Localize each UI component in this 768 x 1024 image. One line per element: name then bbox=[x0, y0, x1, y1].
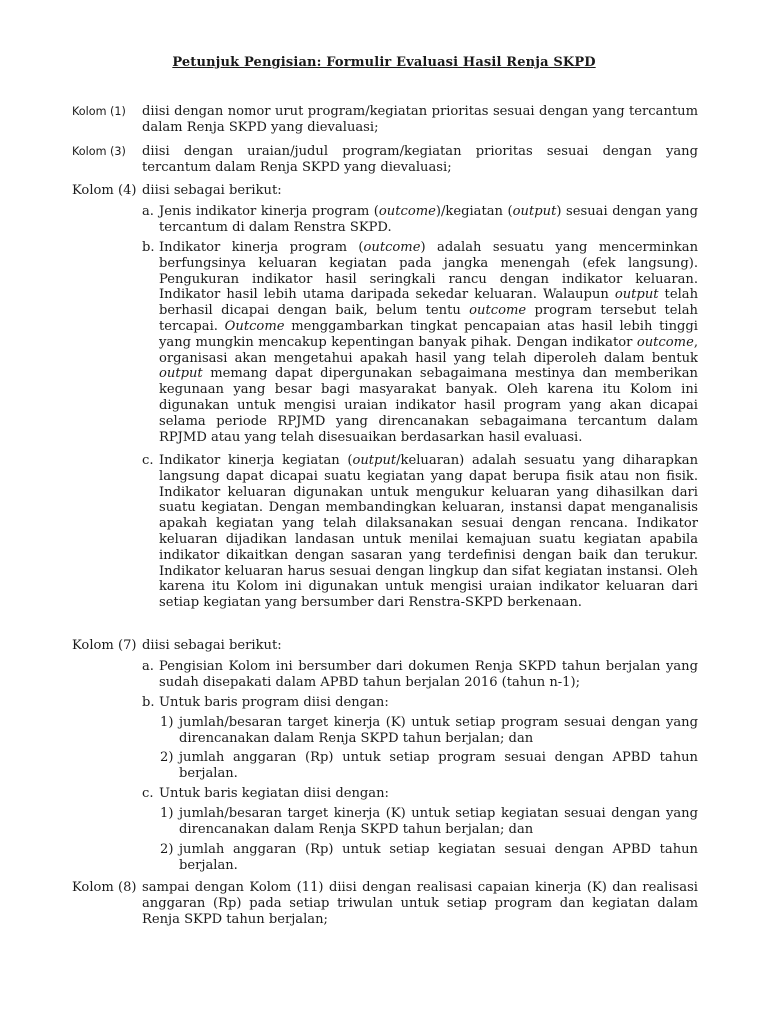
kolom-4-c-text: Indikator kinerja kegiatan (output/keluaran) adalah sesuatu yang diharapkan langsung dapat dicapai suatu kegiatan yang dapat berupa fisik atau non fisik. Indikator keluaran digunakan untuk mengukur keluaran yang dihasilkan dari suatu kegiatan. Dengan membandingkan keluaran, instansi dapat menganalisis apakah kegiatan yang telah dilaksanakan sesuai dengan rencana. Indikator keluaran dijadikan landasan untuk menilai kemajuan suatu kegiatan apabila indikator dikaitkan dengan sasaran yang terdefinisi dengan baik dan terukur. Indikator keluaran harus sesuai dengan lingkup dan sifat kegiatan instansi. Oleh karena itu Kolom ini digunakan untuk mengisi uraian indikator keluaran dari setiap kegiatan yang bersumber dari Renstra-SKPD berkenaan. bbox=[159, 453, 698, 611]
page-title: Petunjuk Pengisian: Formulir Evaluasi Hasil Renja SKPD bbox=[172, 55, 596, 70]
kolom-4-item-a bbox=[142, 204, 698, 236]
subitem-marker: 2) bbox=[160, 750, 174, 765]
kolom-4-item-c bbox=[142, 453, 698, 611]
kolom-7-item-b bbox=[142, 695, 698, 711]
item-marker: b. bbox=[142, 695, 155, 710]
kolom-8-text: sampai dengan Kolom (11) diisi dengan realisasi capaian kinerja (K) dan realisasi anggaran (Rp) pada setiap triwulan untuk setiap program dan kegiatan dalam Renja SKPD tahun berjalan; bbox=[142, 880, 698, 927]
subitem-text: jumlah anggaran (Rp) untuk setiap program sesuai dengan APBD tahun berjalan. bbox=[179, 750, 698, 781]
kolom-7-item-a bbox=[142, 659, 698, 691]
kolom-3-label: Kolom (3) bbox=[72, 145, 126, 158]
kolom-7-c-text: Untuk baris kegiatan diisi dengan: bbox=[159, 786, 389, 801]
kolom-3-text: diisi dengan uraian/judul program/kegiatan prioritas sesuai dengan yang tercantum dalam Renja SKPD yang dievaluasi; bbox=[142, 144, 698, 175]
subitem-marker: 2) bbox=[160, 842, 174, 857]
kolom-8-label: Kolom (8) bbox=[72, 880, 137, 895]
kolom-1-entry bbox=[72, 104, 698, 136]
subitem-text: jumlah anggaran (Rp) untuk setiap kegiatan sesuai dengan APBD tahun berjalan. bbox=[179, 842, 698, 873]
kolom-4-b-text: Indikator kinerja program (outcome) adalah sesuatu yang mencerminkan berfungsinya keluaran kegiatan pada jangka menengah (efek langsung). Pengukuran indikator hasil seringkali rancu dengan indikator keluaran. Indikator hasil lebih utama daripada sekedar keluaran. Walaupun output telah berhasil dicapai dengan baik, belum tentu outcome program tersebut telah tercapai. Outcome menggambarkan tingkat pencapaian atas hasil lebih tinggi yang mungkin mencakup kepentingan banyak pihak. Dengan indikator outcome, organisasi akan mengetahui apakah hasil yang telah diperoleh dalam bentuk output memang dapat dipergunakan sebagaimana mestinya dan memberikan kegunaan yang besar bagi masyarakat banyak. Oleh karena itu Kolom ini digunakan untuk mengisi uraian indikator hasil program yang akan dicapai selama periode RPJMD yang direncanakan sebagaimana tercantum dalam RPJMD atau yang telah disesuaikan berdasarkan hasil evaluasi. bbox=[159, 240, 698, 445]
kolom-4-a-text: Jenis indikator kinerja program (outcome)/kegiatan (output) sesuai dengan yang tercantum di dalam Renstra SKPD. bbox=[159, 204, 698, 235]
kolom-7-c-subitem-2 bbox=[160, 842, 698, 874]
kolom-4-intro: diisi sebagai berikut: bbox=[142, 183, 282, 198]
subitem-text: jumlah/besaran target kinerja (K) untuk setiap program sesuai dengan yang direncanakan dalam Renja SKPD tahun berjalan; dan bbox=[179, 715, 698, 746]
kolom-8-entry bbox=[72, 880, 698, 927]
item-marker: a. bbox=[142, 659, 154, 674]
kolom-7-b-subitem-2 bbox=[160, 750, 698, 782]
subitem-text: jumlah/besaran target kinerja (K) untuk setiap kegiatan sesuai dengan yang direncanakan dalam Renja SKPD tahun berjalan; dan bbox=[179, 806, 698, 837]
subitem-marker: 1) bbox=[160, 806, 174, 821]
item-marker: b. bbox=[142, 240, 155, 255]
item-marker: c. bbox=[142, 453, 154, 468]
kolom-7-c-subitem-1 bbox=[160, 806, 698, 838]
kolom-7-a-text: Pengisian Kolom ini bersumber dari dokumen Renja SKPD tahun berjalan yang sudah disepakati dalam APBD tahun berjalan 2016 (tahun n-1); bbox=[159, 659, 698, 690]
kolom-7-intro: diisi sebagai berikut: bbox=[142, 638, 282, 653]
kolom-7-item-c bbox=[142, 786, 698, 802]
kolom-7-label: Kolom (7) bbox=[72, 638, 137, 653]
kolom-4-entry bbox=[72, 183, 698, 199]
kolom-7-b-subitem-1 bbox=[160, 715, 698, 747]
item-marker: a. bbox=[142, 204, 154, 219]
kolom-3-entry bbox=[72, 144, 698, 176]
kolom-7-entry bbox=[72, 638, 698, 654]
subitem-marker: 1) bbox=[160, 715, 174, 730]
kolom-7-b-text: Untuk baris program diisi dengan: bbox=[159, 695, 389, 710]
kolom-1-label: Kolom (1) bbox=[72, 105, 126, 118]
item-marker: c. bbox=[142, 786, 154, 801]
kolom-1-text: diisi dengan nomor urut program/kegiatan prioritas sesuai dengan yang tercantum dalam Renja SKPD yang dievaluasi; bbox=[142, 104, 698, 135]
kolom-4-item-b bbox=[142, 240, 698, 445]
kolom-4-label: Kolom (4) bbox=[72, 183, 137, 198]
